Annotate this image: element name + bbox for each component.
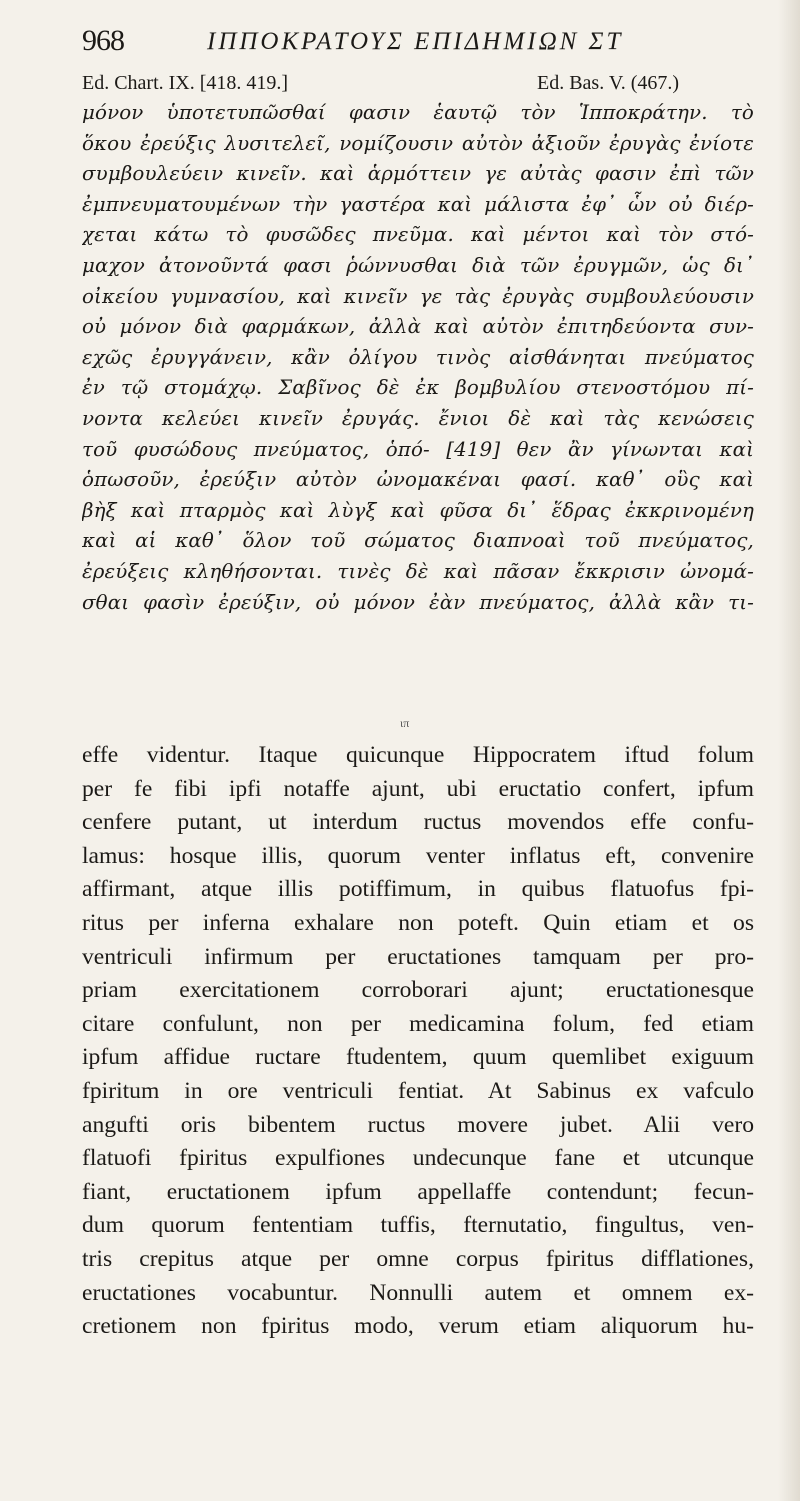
greek-line: μόνον ὑποτετυπῶσθαί φασιν ἑαυτῷ τὸν Ἱπποκράτην. τὸ (82, 101, 754, 124)
greek-line: οἰκείου γυμνασίου, καὶ κινεῖν γε τὰς ἐρυγὰς συμβουλεύουσιν (82, 284, 754, 308)
latin-line: ipfum affidue ructare ftudentem, quum quemlibet exiguum (82, 1044, 754, 1071)
greek-line: ἐμπνευματουμένων τὴν γαστέρα καὶ μάλιστα ἐφ᾽ ὧν οὐ διέρ- (82, 192, 754, 216)
latin-line: dum quorum fententiam tuffis, fternutatio, fingultus, ven- (82, 1212, 754, 1239)
greek-line: σθαι φασὶν ἐρεύξιν, οὐ μόνον ἐὰν πνεύματος, ἀλλὰ κἂν τι- (82, 590, 754, 614)
latin-line: angufti oris bibentem ructus movere jubet. Alii vero (82, 1111, 754, 1138)
greek-line: ὁπωσοῦν, ἐρεύξιν αὐτὸν ὠνομακέναι φασί. καθ᾽ οὓς καὶ (82, 468, 754, 492)
latin-line: ritus per inferna exhalare non poteft. Quin etiam et os (82, 909, 754, 936)
greek-line: μαχον ἀτονοῦντά φασι ῥώννυσθαι διὰ τῶν ἐρυγμῶν, ὡς δι᾽ (82, 253, 754, 277)
greek-text-block (82, 98, 754, 618)
latin-text-block (82, 739, 754, 1344)
edition-reference-basel: Ed. Bas. V. (467.) (537, 72, 680, 94)
greek-line: βὴξ καὶ πταρμὸς καὶ λὺγξ καὶ φῦσα δι᾽ ἕδρας ἐκκρινομένη (82, 498, 754, 522)
latin-line: cretionem non fpiritus modo, verum etiam aliquorum hu- (82, 1313, 754, 1340)
latin-line: priam exercitationem corroborari ajunt; eructationesque (82, 977, 754, 1004)
page-header (82, 20, 742, 64)
latin-line: tris crepitus atque per omne corpus fpiritus difflationes, (82, 1245, 754, 1272)
greek-line: εχῶς ἐρυγγάνειν, κἂν ὀλίγου τινὸς αἰσθάνηται πνεύματος (82, 345, 754, 369)
greek-line: τοῦ φυσώδους πνεύματος, ὁπό- [419] θεν ἂν γίνωνται καὶ (82, 437, 754, 461)
latin-line: eructationes vocabuntur. Nonnulli autem et omnem ex- (82, 1279, 754, 1306)
greek-line: συμβουλεύειν κινεῖν. καὶ ἁρμόττειν γε αὐτὰς φασιν ἐπὶ τῶν (82, 162, 754, 186)
latin-line: affirmant, atque illis potiffimum, in quibus flatuofus fpi- (82, 876, 754, 903)
latin-line: cenfere putant, ut interdum ructus movendos effe confu- (82, 809, 754, 836)
latin-line: ventriculi infirmum per eructationes tamquam per pro- (82, 943, 754, 970)
greek-line: οὐ μόνον διὰ φαρμάκων, ἀλλὰ καὶ αὐτὸν ἐπιτηδεύοντα συν- (82, 315, 754, 339)
page-edge-shadow (778, 0, 800, 1501)
latin-line: effe videntur. Itaque quicunque Hippocratem iftud folum (82, 742, 754, 768)
greek-line: καὶ αἱ καθ᾽ ὅλον τοῦ σώματος διαπνοαὶ τοῦ πνεύματος, (82, 529, 754, 553)
latin-line: per fe fibi ipfi notaffe ajunt, ubi eructatio confert, ipfum (82, 775, 754, 802)
greek-line: ἐν τῷ στομάχῳ. Σαβῖνος δὲ ἐκ βομβυλίου στενοστόμου πί- (82, 376, 754, 400)
edition-reference-chartier: Ed. Chart. IX. [418. 419.] (82, 72, 289, 94)
greek-line: χεται κάτω τὸ φυσῶδες πνεῦμα. καὶ μέντοι καὶ τὸν στό- (82, 223, 754, 247)
latin-line: fiant, eructationem ipfum appellaffe contendunt; fecun- (82, 1178, 754, 1205)
latin-line: fpiritum in ore ventriculi fentiat. At Sabinus ex vafculo (82, 1077, 754, 1104)
greek-line: ὅκου ἐρεύξις λυσιτελεῖ, νομίζουσιν αὐτὸν ἀξιοῦν ἐρυγὰς ἐνίοτε (82, 131, 754, 155)
page-number: 968 (82, 24, 124, 57)
catchword: ιπ (400, 716, 410, 730)
latin-line: flatuofi fpiritus expulfiones undecunque fane et utcunque (82, 1145, 754, 1172)
latin-line: citare confulunt, non per medicamina folum, fed etiam (82, 1010, 754, 1037)
running-title: ΙΠΠΟΚΡΑΤΟΥΣ ΕΠΙΔΗΜΙΩΝ ΣΤ (207, 28, 624, 55)
greek-line: ἐρεύξεις κληθήσονται. τινὲς δὲ καὶ πᾶσαν ἔκκρισιν ὠνομά- (82, 559, 754, 583)
greek-line: νοντα κελεύει κινεῖν ἐρυγάς. ἔνιοι δὲ καὶ τὰς κενώσεις (82, 406, 754, 430)
latin-line: lamus: hosque illis, quorum venter inflatus eft, convenire (82, 842, 754, 869)
